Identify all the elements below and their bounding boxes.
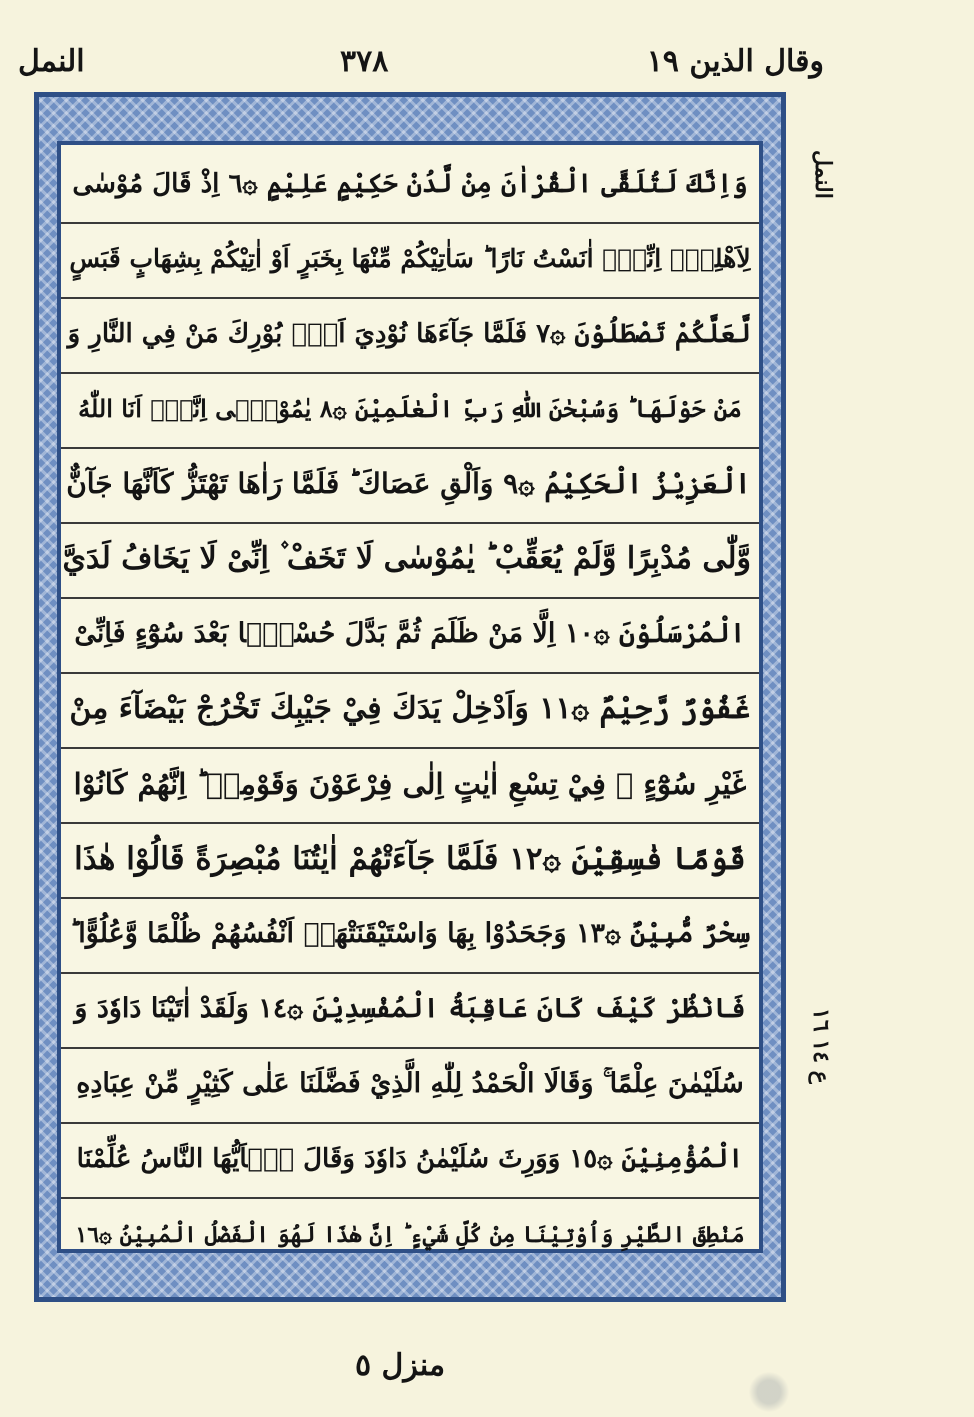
text-line [61, 1045, 759, 1124]
margin-ruku-marker: ع ١٤ ١٦ [808, 1008, 834, 1084]
page-smudge [748, 1372, 790, 1412]
surah-name: النمل [18, 44, 85, 79]
line-text: وَّلّٰى مُدْبِرًا وَّلَمْ يُعَقِّبْ ؕ يٰمُوْسٰى لَا تَخَفْ ۫ اِنِّیْ لَا يَخَافُ لَدَيَّ [62, 541, 751, 576]
line-text: فَانْظُرْ كَيْفَ كَانَ عَاقِبَةُ الْمُفْسِدِيْنَ ۞١٤ وَلَقَدْ اٰتَيْنَا دَاوٗدَ وَ [74, 993, 746, 1024]
page-header [0, 44, 974, 94]
line-text: مَنْ حَوْلَهَا ؕ وَسُبْحٰنَ اللّٰهِ رَبِّ الْعٰلَمِيْنَ ۞٨ يٰمُوْسٰۤى اِنَّهٗۤ اَنَا اللّٰهُ [78, 394, 742, 423]
text-line [61, 745, 759, 824]
line-text: الْعَزِيْزُ الْحَكِيْمُ ۞٩ وَاَلْقِ عَصَاكَ ؕ فَلَمَّا رَاٰهَا تَهْتَزُّ كَاَنَّهَا جَآنٌّ [66, 467, 751, 500]
margin-surah-label: النمل [810, 150, 836, 199]
text-line [61, 1195, 759, 1274]
text-line [61, 445, 759, 524]
manzil-label: منزل ٥ [354, 1348, 446, 1383]
text-line [61, 895, 759, 974]
line-text: لَّعَلَّكُمْ تَصْطَلُوْنَ ۞٧ فَلَمَّا جَآءَهَا نُوْدِيَ اَنْۢ بُوْرِكَ مَنْ فِي النَّارِ وَ [67, 318, 751, 349]
line-text: الْمُؤْمِنِيْنَ ۞١٥ وَوَرِثَ سُلَيْمٰنُ دَاوٗدَ وَقَالَ يٰۤاَيُّهَا النَّاسُ عُلِّمْنَا [76, 1143, 744, 1174]
line-text: مَنْطِقَ الطَّيْرِ وَاُوْتِيْنَا مِنْ كُلِّ شَيْءٍ ؕ اِنَّ هٰذَا لَهُوَ الْفَضْلُ الْمُبِيْنُ ۞١٦ [75, 1221, 745, 1248]
ornamental-border [34, 92, 786, 1302]
line-text: الْمُرْسَلُوْنَ ۞١٠ اِلَّا مَنْ ظَلَمَ ثُمَّ بَدَّلَ حُسْنًۢا بَعْدَ سُوْٓءٍ فَاِنِّیْ [74, 618, 746, 649]
text-line [61, 670, 759, 749]
text-line [61, 1120, 759, 1199]
line-text: قَوْمًا فٰسِقِيْنَ ۞١٢ فَلَمَّا جَآءَتْهُمْ اٰيٰتُنَا مُبْصِرَةً قَالُوْا هٰذَا [74, 840, 746, 877]
page-number: ٣٧٨ [340, 44, 389, 79]
line-text: غَيْرِ سُوْٓءٍ ۫ فِيْ تِسْعِ اٰيٰتٍ اِلٰى فِرْعَوْنَ وَقَوْمِهٖ ؕ اِنَّهُمْ كَانُوْا [73, 766, 747, 801]
text-line [61, 220, 759, 299]
line-text: وَاِنَّكَ لَتُلَقَّى الْقُرْاٰنَ مِنْ لَّدُنْ حَكِيْمٍ عَلِيْمٍ ۞٦ اِذْ قَالَ مُوْسٰى [72, 168, 748, 199]
text-line [61, 145, 759, 224]
line-text: غَفُوْرٌ رَّحِيْمٌ ۞١١ وَاَدْخِلْ يَدَكَ فِيْ جَيْبِكَ تَخْرُجْ بَيْضَآءَ مِنْ [69, 691, 751, 726]
para-name: وقال الذين ١٩ [646, 44, 824, 79]
text-line [61, 595, 759, 674]
text-line [61, 520, 759, 599]
text-line [61, 820, 759, 899]
text-line [61, 370, 759, 449]
text-panel [57, 141, 763, 1253]
line-text: لِاَهْلِهٖۤ اِنِّیْۤ اٰنَسْتُ نَارًا ؕ سَاٰتِيْكُمْ مِّنْهَا بِخَبَرٍ اَوْ اٰتِيْكُمْ بِشِهَابٍ قَبَسٍ [69, 244, 751, 273]
line-text: سِحْرٌ مُّبِيْنٌ ۞١٣ وَجَحَدُوْا بِهَا وَاسْتَيْقَنَتْهَاۤ اَنْفُسُهُمْ ظُلْمًا وَّعُلُوًّا ؕ [69, 918, 751, 949]
text-line [61, 970, 759, 1049]
line-text: سُلَيْمٰنَ عِلْمًا ۚ وَقَالَا الْحَمْدُ لِلّٰهِ الَّذِيْ فَضَّلَنَا عَلٰى كَثِيْرٍ مِّنْ عِبَادِهِ [76, 1067, 744, 1099]
text-line [61, 295, 759, 374]
